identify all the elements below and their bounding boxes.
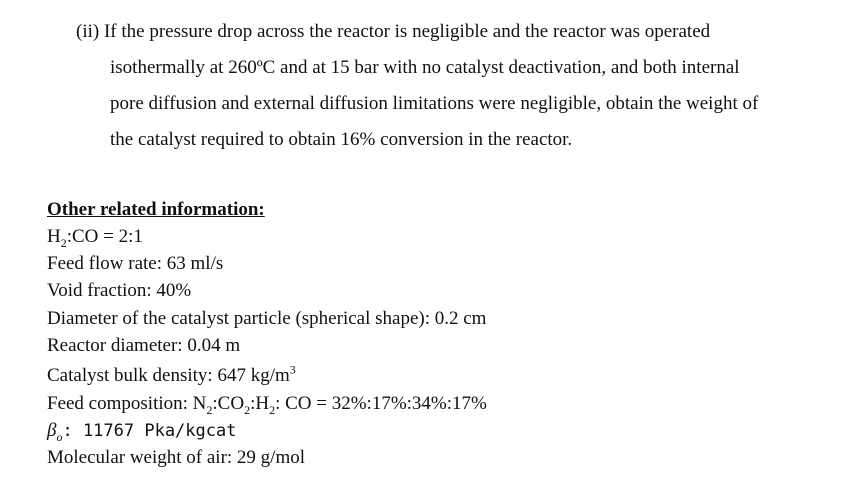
question-line-2: isothermally at 260ºC and at 15 bar with no catalyst deactivation, and both internal	[110, 57, 740, 78]
feed-composition	[47, 390, 847, 417]
bulk-density-exponent: 3	[289, 362, 296, 377]
info-heading: Other related information:	[47, 199, 265, 220]
ratio-h-subscript: 2	[60, 235, 67, 250]
feed-comp-part-2: :CO	[212, 392, 245, 414]
beta-symbol: β	[47, 420, 57, 442]
ratio-rest: :CO = 2:1	[66, 226, 143, 247]
feed-comp-part-1: Feed composition: N	[47, 392, 207, 414]
related-information	[47, 196, 847, 472]
feed-comp-part-3: :H	[250, 392, 270, 414]
question-line-3: pore diffusion and external diffusion limitations were negligible, obtain the weight of	[110, 93, 759, 114]
feed-flow-rate: Feed flow rate: 63 ml/s	[47, 253, 224, 275]
bulk-density	[47, 359, 847, 390]
question-text	[76, 14, 846, 158]
feed-comp-part-4: : CO = 32%:17%:34%:17%	[275, 392, 487, 414]
reactor-diameter: Reactor diameter: 0.04 m	[47, 334, 241, 356]
particle-diameter: Diameter of the catalyst particle (spherical shape): 0.2 cm	[47, 307, 487, 329]
ratio-h: H	[47, 226, 61, 247]
feed-comp-sub-1: 2	[206, 402, 213, 417]
feed-comp-sub-2: 2	[244, 402, 251, 417]
beta-zero	[47, 417, 847, 444]
bulk-density-text: Catalyst bulk density: 647 kg/m	[47, 364, 290, 386]
air-molecular-weight: Molecular weight of air: 29 g/mol	[47, 447, 306, 469]
beta-value: : 11767 Pka/kgcat	[62, 421, 237, 442]
feed-comp-sub-3: 2	[269, 402, 276, 417]
beta-subscript: o	[56, 429, 63, 444]
question-line-1: (ii) If the pressure drop across the reactor is negligible and the reactor was operated	[76, 21, 711, 42]
question-line-4: the catalyst required to obtain 16% conversion in the reactor.	[110, 129, 573, 150]
void-fraction: Void fraction: 40%	[47, 280, 192, 302]
h2-co-ratio	[47, 223, 847, 250]
